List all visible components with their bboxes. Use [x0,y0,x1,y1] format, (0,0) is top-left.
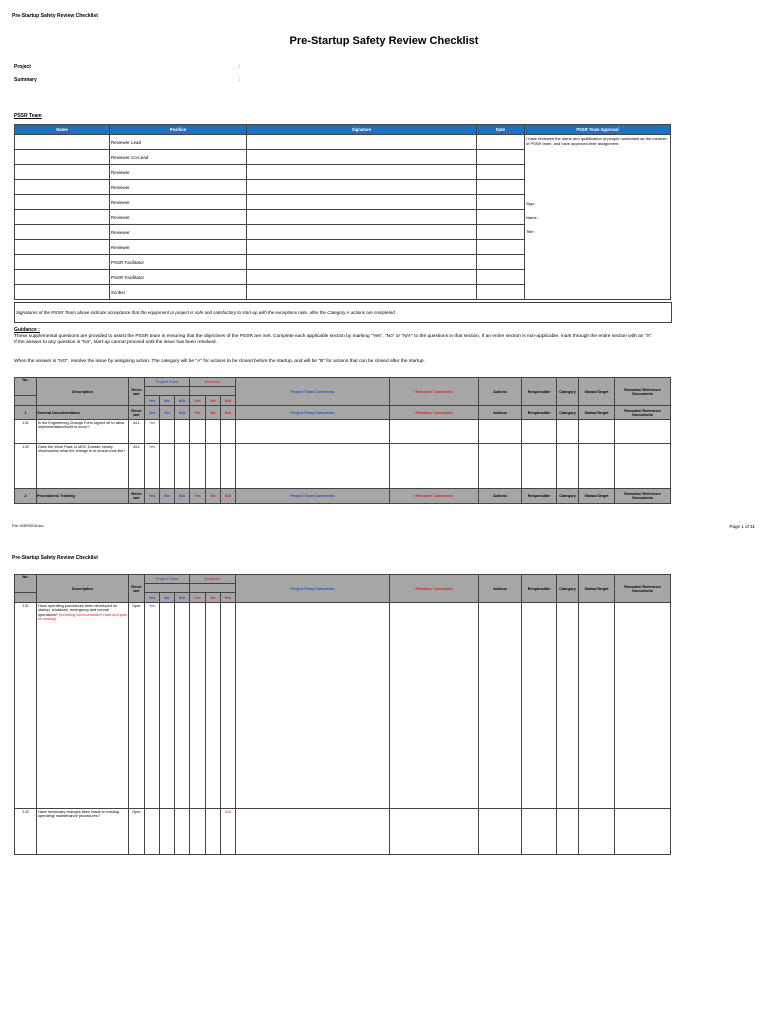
name-cell[interactable] [15,270,110,285]
responsible-cell[interactable] [522,444,557,489]
footer-file: File: 4SERS018.doc [12,524,44,528]
actions-cell[interactable] [479,809,522,855]
rv-comments-cell[interactable] [390,444,479,489]
col-reviewer: Revie wer [129,575,145,603]
pt-na-cell[interactable] [175,420,190,444]
title-field[interactable]: Title : [526,229,536,234]
section-rv-na: N/A [221,489,236,504]
date-cell[interactable] [477,135,525,150]
pt-comments-cell[interactable] [236,444,390,489]
status-cell[interactable] [579,444,615,489]
project-team-group: Project Team [145,575,190,584]
date-cell[interactable] [477,150,525,165]
sign-field[interactable]: Sign : [526,201,537,206]
pt-yes-cell[interactable]: Yes [145,444,160,489]
section-pt-comments: Project Team Comments [236,406,390,420]
actions-cell[interactable] [479,420,522,444]
position-cell: Reviewer [110,165,247,180]
name-cell[interactable] [15,210,110,225]
pssr-team-label: PSSR Team [14,113,42,119]
section-rv-no: No [206,406,221,420]
section-pt-no: No [160,489,175,504]
signature-cell[interactable] [247,285,477,300]
date-cell[interactable] [477,165,525,180]
section-rv-yes: Yes [190,406,206,420]
category-cell[interactable] [557,809,579,855]
signature-cell[interactable] [247,195,477,210]
name-cell[interactable] [15,135,110,150]
section-pt-comments: Project Team Comments [236,489,390,504]
section-status: Status/Target [579,489,615,504]
position-cell: Reviewer [110,225,247,240]
rv-no-header: No [206,396,221,406]
rv-na-cell[interactable] [221,444,236,489]
date-cell[interactable] [477,255,525,270]
col-reviewer-comments: Reviewer Comments [390,378,479,406]
rv-na-header: N/A [221,396,236,406]
guidance-label: Guidance : [14,327,40,333]
summary-colon: : [239,77,241,83]
row-number: 1.01 [15,420,37,444]
remarks-cell[interactable] [615,809,671,855]
responsible-cell[interactable] [522,603,557,809]
position-cell: Reviewer [110,240,247,255]
col-category: Category [557,378,579,406]
rv-yes-cell[interactable] [190,809,206,855]
col-description: Description [37,575,129,603]
rv-na-cell[interactable] [221,603,236,809]
rv-yes-cell[interactable] [190,444,206,489]
signature-cell[interactable] [247,135,477,150]
running-header: Pre-Startup Safety Review Checklist [12,13,98,19]
table-row [15,444,671,489]
signature-cell[interactable] [247,165,477,180]
pt-na-cell[interactable] [175,809,190,855]
row-reviewer: ALL [129,444,145,489]
pt-no-cell[interactable] [160,809,175,855]
section-row [15,489,671,504]
col-responsible: Responsible [522,575,557,603]
section-category: Category [557,489,579,504]
project-team-group: Project Team [145,378,190,387]
date-cell[interactable] [477,195,525,210]
row-description: Have necessary changes been made to existing operating/ maintenance procedures? [37,809,129,855]
footer-page: Page 1 of 31 [729,524,755,529]
category-cell[interactable] [557,444,579,489]
date-cell[interactable] [477,210,525,225]
pt-no-header: No [160,396,175,406]
rv-na-header: N/A [221,593,236,603]
reviewer-group: Reviewer [190,378,236,387]
approval-text: I have reviewed the name and qualification of people nominated as the member of PSSR team, and have approved their assignment. [526,136,667,146]
pt-yes-cell[interactable] [145,809,160,855]
section-pt-na: N/A [175,489,190,504]
category-cell[interactable] [557,420,579,444]
pt-na-header: N/A [175,396,190,406]
section-responsible: Responsible [522,489,557,504]
position-cell: PSSR Facilitator [110,255,247,270]
col-description: Description [37,378,129,406]
project-colon: : [239,64,241,70]
pt-no-cell[interactable] [160,420,175,444]
rv-no-cell[interactable] [206,809,221,855]
col-remarks: Remarks/ Reference Documents [615,575,671,603]
pt-yes-header: Yes [145,396,160,406]
col-position: Position [110,125,247,135]
table-row [15,809,671,855]
table-row [15,603,671,809]
section-title: General Documentation [37,406,129,420]
col-status-target: Status/Target [579,575,615,603]
signature-cell[interactable] [247,225,477,240]
guidance-text: These supplemental questions are provided to assist the PSSR team in ensuring that the objectives of the PSSR are met. Complete each applicable section by marking "Yes", "No" or "N/A" to the questions in that section. If an entire section is non-applicable, mark through the entire section with an "X". If the answer to any question is "No", start-up cannot proceed until the issue has been resolved. [14,334,653,345]
col-category: Category [557,575,579,603]
date-cell[interactable] [477,180,525,195]
name-field[interactable]: Name : [526,215,539,220]
name-cell[interactable] [15,165,110,180]
section-rv-na: N/A [221,406,236,420]
section-pt-no: No [160,406,175,420]
row-description-note: (including communication chart and plan for startup) [38,612,127,622]
position-cell: Reviewer [110,210,247,225]
rv-no-header: No [206,593,221,603]
section-remarks: Remarks/ Reference Documents [615,406,671,420]
position-cell: Scriber [110,285,247,300]
col-project-team-comments: Project Team Comments [236,575,390,603]
running-header-page2: Pre-Startup Safety Review Checklist [12,555,98,561]
section-number: 1 [15,406,37,420]
row-description: Is the Engineering Change Form signed off to allow implementation/build to occur? [37,420,129,444]
date-cell[interactable] [477,225,525,240]
position-cell: Reviewer Lead [110,135,247,150]
col-responsible: Responsible [522,378,557,406]
project-label: Project [14,64,31,70]
col-date: Date [477,125,525,135]
table-row [15,420,671,444]
rv-comments-cell[interactable] [390,420,479,444]
section-category: Category [557,406,579,420]
row-number: 2.02 [15,809,37,855]
col-reviewer-comments: Reviewer Comments [390,575,479,603]
remarks-cell[interactable] [615,603,671,809]
name-cell[interactable] [15,225,110,240]
name-cell[interactable] [15,195,110,210]
section-number: 2 [15,489,37,504]
pt-yes-cell[interactable]: Yes [145,420,160,444]
section-pt-na: N/A [175,406,190,420]
section-rv-comments: Reviewer Comments [390,489,479,504]
row-number: 2.01 [15,603,37,809]
actions-cell[interactable] [479,444,522,489]
signature-cell[interactable] [247,270,477,285]
position-cell: Reviewer [110,195,247,210]
section-actions: Actions [479,406,522,420]
col-actions: Actions [479,378,522,406]
name-cell[interactable] [15,180,110,195]
section-reviewer: Revie wer [129,489,145,504]
rv-yes-cell[interactable] [190,603,206,809]
pt-yes-header: Yes [145,593,160,603]
signature-cell[interactable] [247,210,477,225]
col-reviewer: Revie wer [129,378,145,406]
pt-no-header: No [160,593,175,603]
col-remarks: Remarks/ Reference Documents [615,378,671,406]
row-reviewer: Oper [129,603,145,809]
category-cell[interactable] [557,603,579,809]
rv-yes-cell[interactable] [190,420,206,444]
name-cell[interactable] [15,255,110,270]
pt-yes-cell[interactable]: Yes [145,603,160,809]
col-project-team-comments: Project Team Comments [236,378,390,406]
checklist-table-page2 [14,574,671,855]
row-description [37,603,129,809]
signature-cell[interactable] [247,180,477,195]
section-rv-comments: Reviewer Comments [390,406,479,420]
guidance-text-2: When the answer is "NO", resolve the issue by assigning action. The category will be "A" for actions to be closed before the startup, and will be "B" for actions that can be closed after the startup. [14,359,425,364]
signature-cell[interactable] [247,255,477,270]
responsible-cell[interactable] [522,809,557,855]
col-actions: Actions [479,575,522,603]
date-cell[interactable] [477,270,525,285]
rv-na-cell[interactable]: N/A [221,809,236,855]
section-pt-yes: Yes [145,406,160,420]
name-cell[interactable] [15,150,110,165]
position-cell: PSSR Facilitator [110,270,247,285]
row-description: Does the Work Pack or MOC Dossier clearly show/outline what the change is or should look like? [37,444,129,489]
section-title: Procedures/ Training [37,489,129,504]
pt-comments-cell[interactable] [236,603,390,809]
pt-comments-cell[interactable] [236,420,390,444]
row-description-text: Have operating procedures been developed for startup, shutdown, emergency and normal operations? [38,604,118,617]
summary-label: Summary [14,77,37,83]
actions-cell[interactable] [479,603,522,809]
col-no: No. [15,575,37,593]
col-signature: Signature [247,125,477,135]
col-name: Name [15,125,110,135]
rv-comments-cell[interactable] [390,809,479,855]
approval-cell [525,135,671,300]
section-status: Status/Target [579,406,615,420]
col-no: No. [15,378,37,396]
section-responsible: Responsible [522,406,557,420]
position-cell: Reviewer Co-Lead [110,150,247,165]
row-number: 1.02 [15,444,37,489]
status-cell[interactable] [579,420,615,444]
signature-cell[interactable] [247,150,477,165]
section-reviewer: Revie wer [129,406,145,420]
section-rv-no: No [206,489,221,504]
rv-yes-header: Yes [190,396,206,406]
name-cell[interactable] [15,240,110,255]
checklist-table-page1 [14,377,671,504]
pt-na-cell[interactable] [175,444,190,489]
position-cell: Reviewer [110,180,247,195]
page-title: Pre-Startup Safety Review Checklist [289,35,479,47]
section-row [15,406,671,420]
col-approval: PSSR Team Approval [525,125,671,135]
pt-comments-cell[interactable] [236,809,390,855]
name-cell[interactable] [15,285,110,300]
rv-no-cell[interactable] [206,444,221,489]
rv-na-cell[interactable] [221,420,236,444]
pt-na-header: N/A [175,593,190,603]
pt-no-cell[interactable] [160,603,175,809]
rv-comments-cell[interactable] [390,603,479,809]
rv-no-cell[interactable] [206,420,221,444]
pssr-team-table [14,124,671,300]
signature-cell[interactable] [247,240,477,255]
pt-na-cell[interactable] [175,603,190,809]
remarks-cell[interactable] [615,444,671,489]
pt-no-cell[interactable] [160,444,175,489]
signature-note: Signatures of the PSSR Team above indicate acceptance that the equipment or project is safe and satisfactory to start-up with the exceptions note, after the Category A actions are completed. [14,302,672,323]
date-cell[interactable] [477,240,525,255]
rv-no-cell[interactable] [206,603,221,809]
section-rv-yes: Yes [190,489,206,504]
responsible-cell[interactable] [522,420,557,444]
rv-yes-header: Yes [190,593,206,603]
row-reviewer: ALL [129,420,145,444]
section-pt-yes: Yes [145,489,160,504]
status-cell[interactable] [579,809,615,855]
status-cell[interactable] [579,603,615,809]
reviewer-group: Reviewer [190,575,236,584]
col-status-target: Status/Target [579,378,615,406]
remarks-cell[interactable] [615,420,671,444]
section-actions: Actions [479,489,522,504]
section-remarks: Remarks/ Reference Documents [615,489,671,504]
row-reviewer: Oper [129,809,145,855]
date-cell[interactable] [477,285,525,300]
